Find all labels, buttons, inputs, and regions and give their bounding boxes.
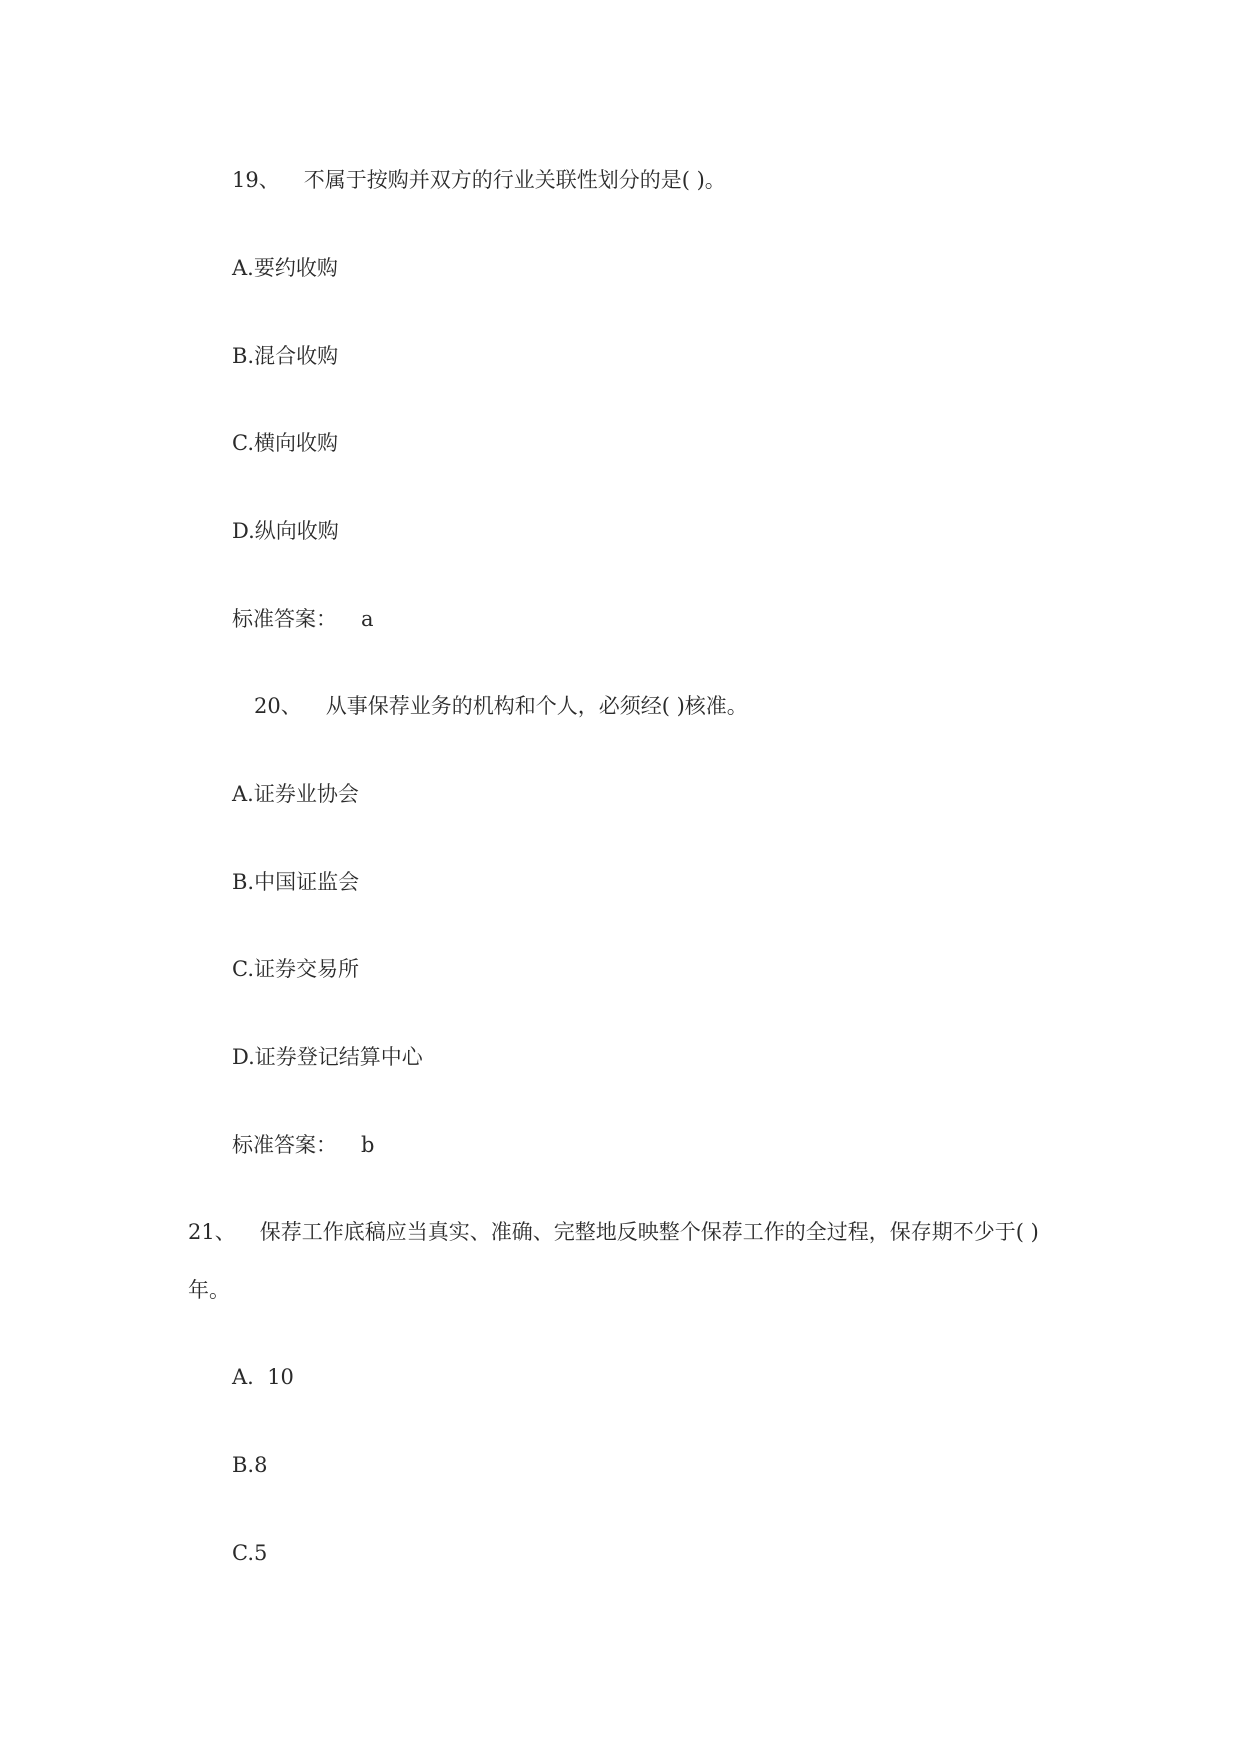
option-a: A.证券业协会 <box>232 782 359 806</box>
option-b: B.混合收购 <box>232 344 339 368</box>
answer-label: 标准答案： <box>232 1133 337 1157</box>
option-c: C.证券交易所 <box>232 957 359 981</box>
question-stem-line-2: 年。 <box>188 1278 230 1302</box>
answer-label: 标准答案： <box>232 607 337 631</box>
option-a: A.要约收购 <box>232 256 338 280</box>
option-c: C.横向收购 <box>232 431 338 455</box>
option-a: A. 10 <box>232 1365 294 1389</box>
question-number: 21、 <box>188 1220 236 1244</box>
answer-value: a <box>361 607 374 631</box>
option-b: B.8 <box>232 1453 268 1477</box>
option-c: C.5 <box>232 1541 268 1565</box>
question-stem: 不属于按购并双方的行业关联性划分的是( )。 <box>303 168 726 192</box>
question-stem: 从事保荐业务的机构和个人，必须经( )核准。 <box>325 694 748 718</box>
answer-line <box>232 1131 374 1159</box>
question-21 <box>188 1218 1039 1246</box>
question-number: 20、 <box>254 694 302 718</box>
option-d: D.证券登记结算中心 <box>232 1045 423 1069</box>
answer-value: b <box>361 1133 375 1157</box>
option-d: D.纵向收购 <box>232 519 339 543</box>
question-number: 19、 <box>232 168 280 192</box>
question-stem-line-1: 保荐工作底稿应当真实、准确、完整地反映整个保荐工作的全过程，保存期不少于( ) <box>259 1220 1039 1244</box>
question-19 <box>232 166 726 194</box>
answer-line <box>232 605 374 633</box>
question-20 <box>254 692 748 720</box>
option-b: B.中国证监会 <box>232 870 360 894</box>
